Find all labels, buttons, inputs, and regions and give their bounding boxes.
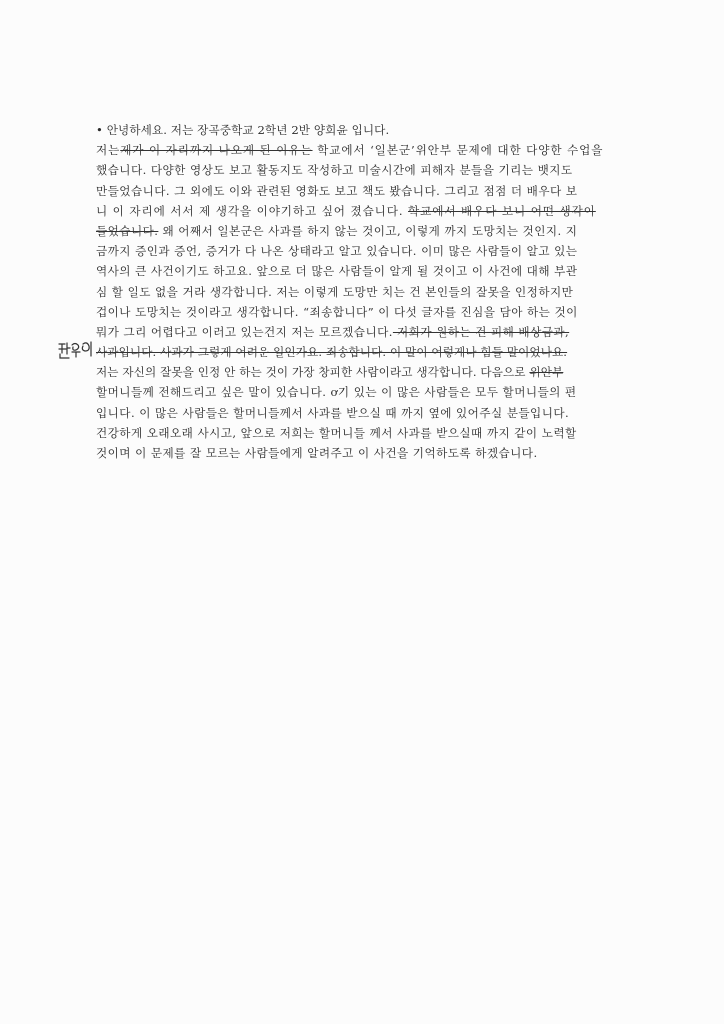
text-line bbox=[96, 342, 636, 362]
text-segment: 왜 어째서 일본군은 사과를 하지 않는 것이고, 이렇게 까지 도망치는 것인지. 지 bbox=[158, 223, 578, 238]
text-segment: 뭐가 그리 어렵다고 이러고 있는건지 저는 모르겠습니다. bbox=[96, 324, 393, 339]
text-line bbox=[96, 403, 636, 423]
text-segment: 니 이 자리에 서서 제 생각을 이야기하고 싶어 졌습니다. bbox=[96, 203, 409, 218]
struck-text: 위안부 bbox=[529, 365, 564, 380]
text-line bbox=[96, 140, 636, 160]
text-line bbox=[96, 302, 636, 322]
struck-text: 들었습니다. bbox=[96, 223, 159, 238]
struck-text: 학교에서 배우다 보니 어떤 생각이 bbox=[408, 203, 596, 218]
text-line bbox=[96, 282, 636, 302]
text-line bbox=[96, 241, 636, 261]
text-line bbox=[96, 443, 636, 463]
text-line bbox=[96, 261, 636, 281]
text-segment: 건강하게 오래오래 사시고, 앞으로 저희는 할머니들 께서 사과를 받으실때 까지 같이 노력할 bbox=[96, 425, 577, 440]
text-segment: 저는 bbox=[96, 143, 121, 158]
text-segment: 입니다. 이 많은 사람들은 할머니들께서 사과를 받으실 때 까지 옆에 있어주실 분들입니다. bbox=[96, 405, 570, 420]
text-segment: 할머니들께 전해드리고 싶은 말이 있습니다. ơ기 있는 이 많은 사람들은 모두 할머니들의 편 bbox=[96, 385, 577, 400]
text-segment: • 안녕하세요. 저는 장곡중학교 2학년 2반 양희윤 입니다. bbox=[96, 123, 390, 137]
struck-text: 제가 이 자리까지 나오게 된 이유는 bbox=[120, 143, 313, 158]
text-segment: 금까지 증인과 증언, 증거가 다 나온 상태라고 알고 있습니다. 이미 많은 사람들이 알고 있는 bbox=[96, 244, 578, 259]
text-segment: 것이며 이 문제를 잘 모르는 사람들에게 알려주고 이 사건을 기억하도록 하겠습니다. bbox=[96, 446, 538, 460]
handwritten-signature-icon bbox=[56, 338, 96, 362]
text-segment: 만들었습니다. 그 외에도 이와 관련된 영화도 보고 책도 봤습니다. 그리고 점점 더 배우다 보 bbox=[96, 183, 578, 198]
handwritten-margin-note bbox=[56, 338, 96, 362]
text-line bbox=[96, 322, 636, 342]
text-segment: 저는 자신의 잘못을 인정 안 하는 것이 가장 창피한 사람이라고 생각합니다. 다음으로 bbox=[96, 365, 530, 380]
text-segment: 심 할 일도 없을 거라 생각합니다. 저는 이렇게 도망만 치는 건 본인들의 잘못을 인정하지만 bbox=[96, 284, 574, 299]
text-segment: 역사의 큰 사건이기도 하고요. 앞으로 더 많은 사람들이 알게 될 것이고 이 사건에 대해 부관 bbox=[96, 264, 578, 279]
letter-body bbox=[96, 120, 636, 463]
struck-text: 사과입니다. 사과가 그렇게 어려운 일인가요. 죄송합니다. 이 말이 어렇게나 힘들 말이었나요. bbox=[96, 345, 568, 360]
text-segment: 겁이나 도망치는 것이라고 생각합니다. “죄송합니다” 이 다섯 글자를 진심을 담아 하는 것이 bbox=[96, 304, 578, 319]
text-line bbox=[96, 221, 636, 241]
text-line bbox=[96, 423, 636, 443]
text-line bbox=[96, 160, 636, 180]
text-line bbox=[96, 120, 636, 140]
text-line bbox=[96, 382, 636, 402]
struck-text: 저희가 원하는 건 피해 배상금과, bbox=[392, 324, 570, 339]
text-line bbox=[96, 362, 636, 382]
text-line bbox=[96, 201, 636, 221]
text-line bbox=[96, 181, 636, 201]
text-segment: 학교에서 ‘일본군’위안부 문제에 대한 다양한 수업을 bbox=[312, 143, 604, 158]
text-segment: 했습니다. 다양한 영상도 보고 활동지도 작성하고 미술시간에 피해자 분들을 기리는 뱃지도 bbox=[96, 163, 573, 178]
